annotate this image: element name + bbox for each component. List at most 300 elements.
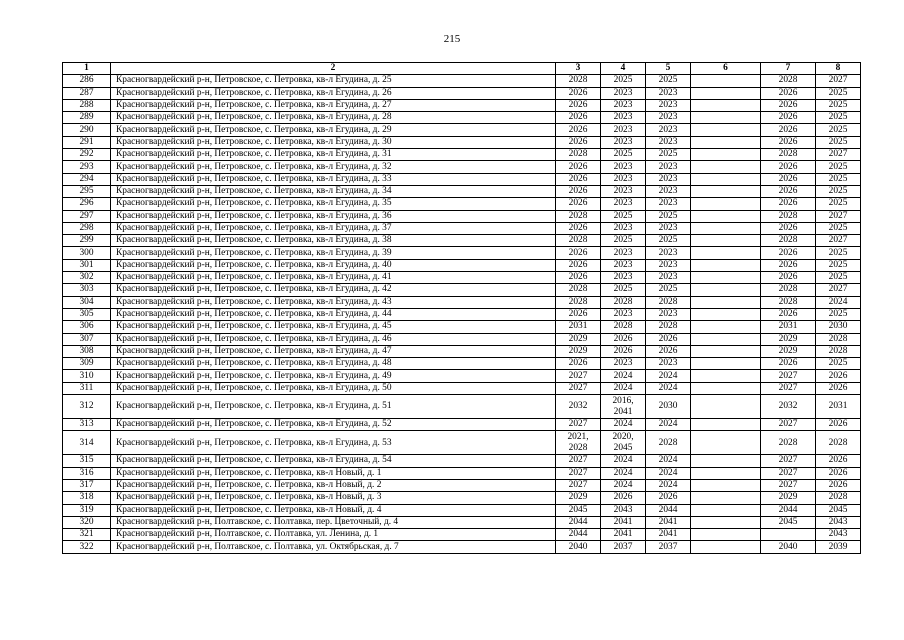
address-cell: Красногвардейский р-н, Петровское, с. Петровка, кв-л Егудина, д. 25 (111, 75, 556, 87)
column-4-cell: 2023 (601, 185, 646, 197)
table-row (63, 395, 861, 419)
column-8-cell: 2027 (816, 210, 861, 222)
address-cell: Красногвардейский р-н, Петровское, с. Петровка, кв-л Егудина, д. 47 (111, 345, 556, 357)
column-8-cell: 2025 (816, 87, 861, 99)
column-5-cell: 2037 (646, 541, 691, 553)
column-7-cell: 2029 (761, 345, 816, 357)
column-6-cell (691, 492, 761, 504)
table-header-row (63, 63, 861, 75)
column-4-cell: 2023 (601, 308, 646, 320)
table-row (63, 541, 861, 553)
table-row (63, 321, 861, 333)
row-number-cell: 303 (63, 284, 111, 296)
column-5-cell: 2023 (646, 124, 691, 136)
address-cell: Красногвардейский р-н, Петровское, с. Петровка, кв-л Егудина, д. 26 (111, 87, 556, 99)
column-5-cell: 2023 (646, 112, 691, 124)
column-4-cell: 2023 (601, 87, 646, 99)
address-cell: Красногвардейский р-н, Петровское, с. Петровка, кв-л Новый, д. 3 (111, 492, 556, 504)
column-5-cell: 2030 (646, 395, 691, 419)
column-6-cell (691, 370, 761, 382)
column-4-cell: 2025 (601, 235, 646, 247)
column-7-cell: 2029 (761, 492, 816, 504)
column-7-cell (761, 529, 816, 541)
column-8-cell: 2025 (816, 198, 861, 210)
column-7-cell: 2028 (761, 235, 816, 247)
column-7-cell: 2045 (761, 516, 816, 528)
column-8-cell: 2025 (816, 259, 861, 271)
address-cell: Красногвардейский р-н, Петровское, с. Петровка, кв-л Егудина, д. 43 (111, 296, 556, 308)
column-6-cell (691, 333, 761, 345)
column-5-cell: 2023 (646, 272, 691, 284)
row-number-cell: 298 (63, 222, 111, 234)
column-4-cell: 2024 (601, 419, 646, 431)
column-3-cell: 2026 (556, 185, 601, 197)
table-row (63, 345, 861, 357)
table-row (63, 370, 861, 382)
row-number-cell: 314 (63, 431, 111, 455)
column-4-cell: 2023 (601, 161, 646, 173)
address-cell: Красногвардейский р-н, Петровское, с. Петровка, кв-л Егудина, д. 40 (111, 259, 556, 271)
row-number-cell: 310 (63, 370, 111, 382)
column-5-cell: 2041 (646, 516, 691, 528)
column-7-cell: 2026 (761, 185, 816, 197)
table-row (63, 210, 861, 222)
column-5-cell: 2023 (646, 222, 691, 234)
table-row (63, 87, 861, 99)
column-3-cell: 2031 (556, 321, 601, 333)
column-6-cell (691, 395, 761, 419)
row-number-cell: 299 (63, 235, 111, 247)
address-cell: Красногвардейский р-н, Петровское, с. Петровка, кв-л Егудина, д. 49 (111, 370, 556, 382)
column-6-cell (691, 345, 761, 357)
column-7-cell: 2026 (761, 173, 816, 185)
table-row (63, 161, 861, 173)
row-number-cell: 302 (63, 272, 111, 284)
column-7-cell: 2026 (761, 124, 816, 136)
row-number-cell: 295 (63, 185, 111, 197)
column-6-cell (691, 161, 761, 173)
column-8-cell: 2024 (816, 296, 861, 308)
column-6-cell (691, 185, 761, 197)
column-3-cell: 2026 (556, 173, 601, 185)
column-7-cell: 2026 (761, 99, 816, 111)
column-6-cell (691, 259, 761, 271)
column-5-cell: 2026 (646, 333, 691, 345)
row-number-cell: 319 (63, 504, 111, 516)
column-6-cell (691, 149, 761, 161)
column-4-cell: 2041 (601, 516, 646, 528)
column-3-cell: 2026 (556, 308, 601, 320)
column-5-cell: 2023 (646, 308, 691, 320)
column-4-cell: 2023 (601, 136, 646, 148)
column-6-cell (691, 112, 761, 124)
column-6-cell (691, 541, 761, 553)
column-8-cell: 2026 (816, 455, 861, 467)
column-3-cell: 2026 (556, 99, 601, 111)
column-5-cell: 2041 (646, 529, 691, 541)
column-6-cell (691, 419, 761, 431)
column-3-cell: 2027 (556, 370, 601, 382)
column-7-cell: 2028 (761, 210, 816, 222)
column-6-cell (691, 516, 761, 528)
table-row (63, 308, 861, 320)
row-number-cell: 312 (63, 395, 111, 419)
table-row (63, 467, 861, 479)
row-number-cell: 287 (63, 87, 111, 99)
column-3-cell: 2026 (556, 247, 601, 259)
row-number-cell: 317 (63, 479, 111, 491)
column-3-cell: 2028 (556, 75, 601, 87)
column-5-cell: 2025 (646, 75, 691, 87)
column-8-cell: 2028 (816, 345, 861, 357)
column-3-cell: 2029 (556, 333, 601, 345)
column-8-cell: 2027 (816, 235, 861, 247)
row-number-cell: 307 (63, 333, 111, 345)
address-cell: Красногвардейский р-н, Петровское, с. Петровка, кв-л Егудина, д. 53 (111, 431, 556, 455)
column-3-cell: 2027 (556, 382, 601, 394)
address-cell: Красногвардейский р-н, Полтавское, с. Полтавка, ул. Ленина, д. 1 (111, 529, 556, 541)
column-3-cell: 2028 (556, 235, 601, 247)
column-5-cell: 2028 (646, 321, 691, 333)
column-4-cell: 2025 (601, 75, 646, 87)
table-row (63, 173, 861, 185)
row-number-cell: 316 (63, 467, 111, 479)
row-number-cell: 289 (63, 112, 111, 124)
column-4-cell: 2025 (601, 210, 646, 222)
table-row (63, 136, 861, 148)
column-3-cell: 2032 (556, 395, 601, 419)
column-5-cell: 2024 (646, 419, 691, 431)
column-6-cell (691, 504, 761, 516)
column-5-cell: 2023 (646, 161, 691, 173)
column-3-cell: 2026 (556, 87, 601, 99)
address-cell: Красногвардейский р-н, Петровское, с. Петровка, кв-л Егудина, д. 31 (111, 149, 556, 161)
column-header-5: 5 (646, 63, 691, 75)
column-8-cell: 2025 (816, 99, 861, 111)
column-4-cell: 2024 (601, 370, 646, 382)
table-row (63, 259, 861, 271)
column-3-cell: 2026 (556, 259, 601, 271)
column-4-cell: 2028 (601, 296, 646, 308)
column-4-cell: 2041 (601, 529, 646, 541)
row-number-cell: 305 (63, 308, 111, 320)
address-cell: Красногвардейский р-н, Петровское, с. Петровка, кв-л Егудина, д. 27 (111, 99, 556, 111)
row-number-cell: 318 (63, 492, 111, 504)
column-4-cell: 2028 (601, 321, 646, 333)
address-cell: Красногвардейский р-н, Полтавское, с. Полтавка, ул. Октябрьская, д. 7 (111, 541, 556, 553)
column-4-cell: 2023 (601, 173, 646, 185)
address-cell: Красногвардейский р-н, Петровское, с. Петровка, кв-л Егудина, д. 37 (111, 222, 556, 234)
table-row (63, 492, 861, 504)
table-row (63, 112, 861, 124)
address-cell: Красногвардейский р-н, Петровское, с. Петровка, кв-л Егудина, д. 48 (111, 358, 556, 370)
column-6-cell (691, 455, 761, 467)
table-row (63, 198, 861, 210)
address-cell: Красногвардейский р-н, Петровское, с. Петровка, кв-л Егудина, д. 34 (111, 185, 556, 197)
column-3-cell: 2026 (556, 222, 601, 234)
column-header-1: 1 (63, 63, 111, 75)
column-4-cell: 2025 (601, 149, 646, 161)
column-6-cell (691, 87, 761, 99)
column-4-cell: 2023 (601, 124, 646, 136)
column-5-cell: 2024 (646, 370, 691, 382)
column-3-cell: 2026 (556, 272, 601, 284)
column-4-cell: 2024 (601, 467, 646, 479)
column-8-cell: 2028 (816, 333, 861, 345)
column-3-cell: 2029 (556, 345, 601, 357)
column-header-6: 6 (691, 63, 761, 75)
address-cell: Красногвардейский р-н, Петровское, с. Петровка, кв-л Егудина, д. 52 (111, 419, 556, 431)
row-number-cell: 301 (63, 259, 111, 271)
column-5-cell: 2023 (646, 99, 691, 111)
column-7-cell: 2027 (761, 370, 816, 382)
column-5-cell: 2023 (646, 198, 691, 210)
column-7-cell: 2026 (761, 87, 816, 99)
table-row (63, 431, 861, 455)
column-6-cell (691, 235, 761, 247)
column-4-cell: 2023 (601, 99, 646, 111)
column-3-cell: 2027 (556, 467, 601, 479)
table-row (63, 382, 861, 394)
column-8-cell: 2030 (816, 321, 861, 333)
column-4-cell: 2023 (601, 272, 646, 284)
column-4-cell: 2025 (601, 284, 646, 296)
column-4-cell: 2023 (601, 259, 646, 271)
column-6-cell (691, 308, 761, 320)
column-6-cell (691, 382, 761, 394)
column-header-7: 7 (761, 63, 816, 75)
column-8-cell: 2025 (816, 222, 861, 234)
column-3-cell: 2028 (556, 296, 601, 308)
column-6-cell (691, 467, 761, 479)
address-cell: Красногвардейский р-н, Петровское, с. Петровка, кв-л Егудина, д. 28 (111, 112, 556, 124)
row-number-cell: 290 (63, 124, 111, 136)
row-number-cell: 297 (63, 210, 111, 222)
column-3-cell: 2028 (556, 210, 601, 222)
column-4-cell: 2024 (601, 455, 646, 467)
column-8-cell: 2025 (816, 358, 861, 370)
column-4-cell: 2037 (601, 541, 646, 553)
column-5-cell: 2023 (646, 136, 691, 148)
row-number-cell: 286 (63, 75, 111, 87)
column-8-cell: 2026 (816, 467, 861, 479)
column-6-cell (691, 284, 761, 296)
address-cell: Красногвардейский р-н, Петровское, с. Петровка, кв-л Егудина, д. 44 (111, 308, 556, 320)
column-3-cell: 2027 (556, 479, 601, 491)
column-8-cell: 2028 (816, 492, 861, 504)
column-7-cell: 2027 (761, 382, 816, 394)
column-6-cell (691, 198, 761, 210)
column-3-cell: 2027 (556, 455, 601, 467)
column-7-cell: 2026 (761, 222, 816, 234)
column-7-cell: 2026 (761, 272, 816, 284)
column-3-cell: 2026 (556, 198, 601, 210)
page-number: 215 (443, 33, 461, 45)
registry-table (62, 62, 861, 554)
column-8-cell: 2031 (816, 395, 861, 419)
row-number-cell: 313 (63, 419, 111, 431)
address-cell: Красногвардейский р-н, Петровское, с. Петровка, кв-л Егудина, д. 35 (111, 198, 556, 210)
column-3-cell: 2026 (556, 112, 601, 124)
row-number-cell: 293 (63, 161, 111, 173)
column-7-cell: 2026 (761, 358, 816, 370)
row-number-cell: 294 (63, 173, 111, 185)
column-7-cell: 2028 (761, 75, 816, 87)
row-number-cell: 309 (63, 358, 111, 370)
column-6-cell (691, 210, 761, 222)
address-cell: Красногвардейский р-н, Петровское, с. Петровка, кв-л Новый, д. 4 (111, 504, 556, 516)
column-8-cell: 2045 (816, 504, 861, 516)
column-8-cell: 2027 (816, 75, 861, 87)
table-row (63, 455, 861, 467)
column-7-cell: 2028 (761, 149, 816, 161)
column-7-cell: 2026 (761, 136, 816, 148)
column-7-cell: 2029 (761, 333, 816, 345)
column-4-cell: 2026 (601, 492, 646, 504)
column-5-cell: 2023 (646, 185, 691, 197)
column-8-cell: 2026 (816, 419, 861, 431)
column-5-cell: 2024 (646, 467, 691, 479)
column-8-cell: 2025 (816, 272, 861, 284)
table-row (63, 247, 861, 259)
column-7-cell: 2026 (761, 161, 816, 173)
table-row (63, 419, 861, 431)
address-cell: Красногвардейский р-н, Петровское, с. Петровка, кв-л Егудина, д. 50 (111, 382, 556, 394)
column-5-cell: 2023 (646, 247, 691, 259)
table-row (63, 124, 861, 136)
column-4-cell: 2023 (601, 247, 646, 259)
column-5-cell: 2028 (646, 296, 691, 308)
column-8-cell: 2028 (816, 431, 861, 455)
column-6-cell (691, 222, 761, 234)
column-7-cell: 2026 (761, 308, 816, 320)
column-5-cell: 2044 (646, 504, 691, 516)
column-3-cell: 2044 (556, 516, 601, 528)
column-3-cell: 2026 (556, 358, 601, 370)
column-3-cell: 2026 (556, 124, 601, 136)
column-7-cell: 2027 (761, 455, 816, 467)
address-cell: Красногвардейский р-н, Петровское, с. Петровка, кв-л Егудина, д. 29 (111, 124, 556, 136)
row-number-cell: 321 (63, 529, 111, 541)
row-number-cell: 320 (63, 516, 111, 528)
column-8-cell: 2025 (816, 112, 861, 124)
address-cell: Красногвардейский р-н, Петровское, с. Петровка, кв-л Егудина, д. 42 (111, 284, 556, 296)
table-row (63, 272, 861, 284)
table-row (63, 222, 861, 234)
column-7-cell: 2026 (761, 247, 816, 259)
column-8-cell: 2025 (816, 124, 861, 136)
column-8-cell: 2025 (816, 173, 861, 185)
column-7-cell: 2044 (761, 504, 816, 516)
table-row (63, 296, 861, 308)
table-row (63, 333, 861, 345)
column-3-cell: 2029 (556, 492, 601, 504)
column-7-cell: 2028 (761, 284, 816, 296)
table-row (63, 185, 861, 197)
column-8-cell: 2025 (816, 136, 861, 148)
address-cell: Красногвардейский р-н, Петровское, с. Петровка, кв-л Егудина, д. 39 (111, 247, 556, 259)
address-cell: Красногвардейский р-н, Петровское, с. Петровка, кв-л Егудина, д. 54 (111, 455, 556, 467)
column-5-cell: 2024 (646, 479, 691, 491)
column-5-cell: 2025 (646, 149, 691, 161)
column-5-cell: 2028 (646, 431, 691, 455)
column-7-cell: 2027 (761, 467, 816, 479)
table-row (63, 529, 861, 541)
column-4-cell: 2026 (601, 345, 646, 357)
column-7-cell: 2026 (761, 259, 816, 271)
column-8-cell: 2039 (816, 541, 861, 553)
column-8-cell: 2027 (816, 284, 861, 296)
column-4-cell: 2024 (601, 382, 646, 394)
column-4-cell: 2023 (601, 358, 646, 370)
column-4-cell: 2026 (601, 333, 646, 345)
column-3-cell: 2028 (556, 149, 601, 161)
table-row (63, 99, 861, 111)
column-8-cell: 2026 (816, 370, 861, 382)
row-number-cell: 288 (63, 99, 111, 111)
column-7-cell: 2026 (761, 112, 816, 124)
column-5-cell: 2025 (646, 235, 691, 247)
column-3-cell: 2045 (556, 504, 601, 516)
column-3-cell: 2028 (556, 284, 601, 296)
column-6-cell (691, 247, 761, 259)
column-5-cell: 2026 (646, 492, 691, 504)
address-cell: Красногвардейский р-н, Петровское, с. Петровка, кв-л Егудина, д. 32 (111, 161, 556, 173)
column-8-cell: 2025 (816, 161, 861, 173)
column-5-cell: 2023 (646, 87, 691, 99)
column-6-cell (691, 75, 761, 87)
table-row (63, 284, 861, 296)
address-cell: Красногвардейский р-н, Петровское, с. Петровка, кв-л Егудина, д. 38 (111, 235, 556, 247)
address-cell: Красногвардейский р-н, Петровское, с. Петровка, кв-л Егудина, д. 36 (111, 210, 556, 222)
column-3-cell: 2021, 2028 (556, 431, 601, 455)
column-header-4: 4 (601, 63, 646, 75)
table-row (63, 235, 861, 247)
column-7-cell: 2031 (761, 321, 816, 333)
column-7-cell: 2032 (761, 395, 816, 419)
address-cell: Красногвардейский р-н, Петровское, с. Петровка, кв-л Егудина, д. 41 (111, 272, 556, 284)
row-number-cell: 296 (63, 198, 111, 210)
column-6-cell (691, 136, 761, 148)
column-8-cell: 2025 (816, 185, 861, 197)
row-number-cell: 300 (63, 247, 111, 259)
table-row (63, 504, 861, 516)
column-8-cell: 2027 (816, 149, 861, 161)
column-7-cell: 2028 (761, 431, 816, 455)
row-number-cell: 315 (63, 455, 111, 467)
column-3-cell: 2027 (556, 419, 601, 431)
row-number-cell: 308 (63, 345, 111, 357)
column-3-cell: 2044 (556, 529, 601, 541)
row-number-cell: 322 (63, 541, 111, 553)
column-8-cell: 2025 (816, 308, 861, 320)
column-4-cell: 2016, 2041 (601, 395, 646, 419)
column-8-cell: 2043 (816, 529, 861, 541)
column-5-cell: 2025 (646, 210, 691, 222)
column-8-cell: 2025 (816, 247, 861, 259)
address-cell: Красногвардейский р-н, Петровское, с. Петровка, кв-л Егудина, д. 30 (111, 136, 556, 148)
table-row (63, 149, 861, 161)
column-5-cell: 2023 (646, 358, 691, 370)
address-cell: Красногвардейский р-н, Петровское, с. Петровка, кв-л Егудина, д. 46 (111, 333, 556, 345)
column-header-2: 2 (111, 63, 556, 75)
column-4-cell: 2020, 2045 (601, 431, 646, 455)
column-6-cell (691, 296, 761, 308)
address-cell: Красногвардейский р-н, Полтавское, с. Полтавка, пер. Цветочный, д. 4 (111, 516, 556, 528)
column-7-cell: 2026 (761, 198, 816, 210)
column-5-cell: 2024 (646, 382, 691, 394)
table-row (63, 75, 861, 87)
